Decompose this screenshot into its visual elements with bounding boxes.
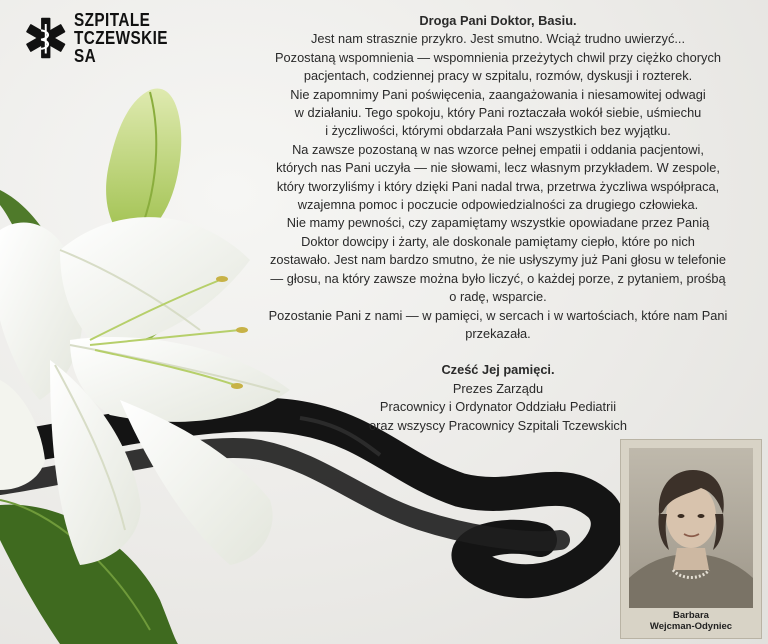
logo-text [74,11,168,65]
portrait-silhouette [629,448,753,608]
letter-line: których nas Pani uczyła — nie słowami, lecz własnym przykładem. W zespole, [276,160,720,176]
logo-line-1: SZPITALE [73,10,150,30]
letter-closing: Cześć Jej pamięci. [441,362,555,378]
condolence-letter [238,12,758,435]
signature-line: oraz wszyscy Pracownicy Szpitali Tczewskich [369,417,627,433]
signature-line: Prezes Zarządu [452,380,544,396]
letter-line: Nie zapomnimy Pani poświęcenia, zaangażowania i niesamowitej odwagi [290,86,706,102]
caption-last-name: Wejcman-Odyniec [649,621,733,632]
letter-line: wzajemna pomoc i poczucie odpowiedzialności za drugiego człowieka. [297,197,699,213]
letter-line: Pozostaną wspomnienia — wspomnienia przeżytych chwil przy ciężko chorych [275,49,721,65]
letter-line: Nie mamy pewności, czy zapamiętamy wszystkie opowiadane przez Panią [286,215,710,231]
letter-line: Doktor dowcipy i żarty, ale doskonale pamiętamy ciepło, które po nich [301,233,695,249]
letter-line: zostawało. Jest nam bardzo smutno, że nie usłyszymy już Pani głosu w telefonie [270,252,726,268]
portrait-photo [629,448,753,608]
letter-greeting: Droga Pani Doktor, Basiu. [419,13,577,28]
letter-line: o radę, wsparcie. [449,289,547,305]
letter-line: — głosu, na który zawsze można było liczyć, o każdej porze, z pytaniem, prośbą [270,270,726,286]
letter-line: który tworzyliśmy i który dzięki Pani nadal trwa, przetrwa życzliwa współpraca, [276,178,720,194]
portrait-caption [621,610,761,632]
letter-line: Pozostanie Pani z nami — w pamięci, w sercach i w wartościach, które nam Pani [268,307,728,323]
caption-first-name: Barbara [673,610,709,621]
star-of-life-icon [24,10,68,66]
signature-line: Pracownicy i Ordynator Oddziału Pediatrii [379,399,617,415]
logo-line-2: TCZEWSKIE SA [73,28,168,66]
letter-line: przekazała. [465,325,531,341]
letter-line: Na zawsze pozostaną w nas wzorce pełnej empatii i oddania pacjentowi, [292,141,704,157]
portrait-frame [620,439,762,639]
letter-line: Jest nam strasznie przykro. Jest smutno. Wciąż trudno uwierzyć... [310,31,686,47]
letter-line: pacjentach, codziennej pracy w szpitalu, rozmów, dyskusji i rozterek. [303,68,693,84]
letter-line: i życzliwości, którymi obdarzała Pani wszystkich bez wyjątku. [325,123,671,139]
letter-line: w działaniu. Tego spokoju, który Pani roztaczała wokół siebie, uśmiechu [294,105,702,121]
hospital-logo [24,8,184,68]
